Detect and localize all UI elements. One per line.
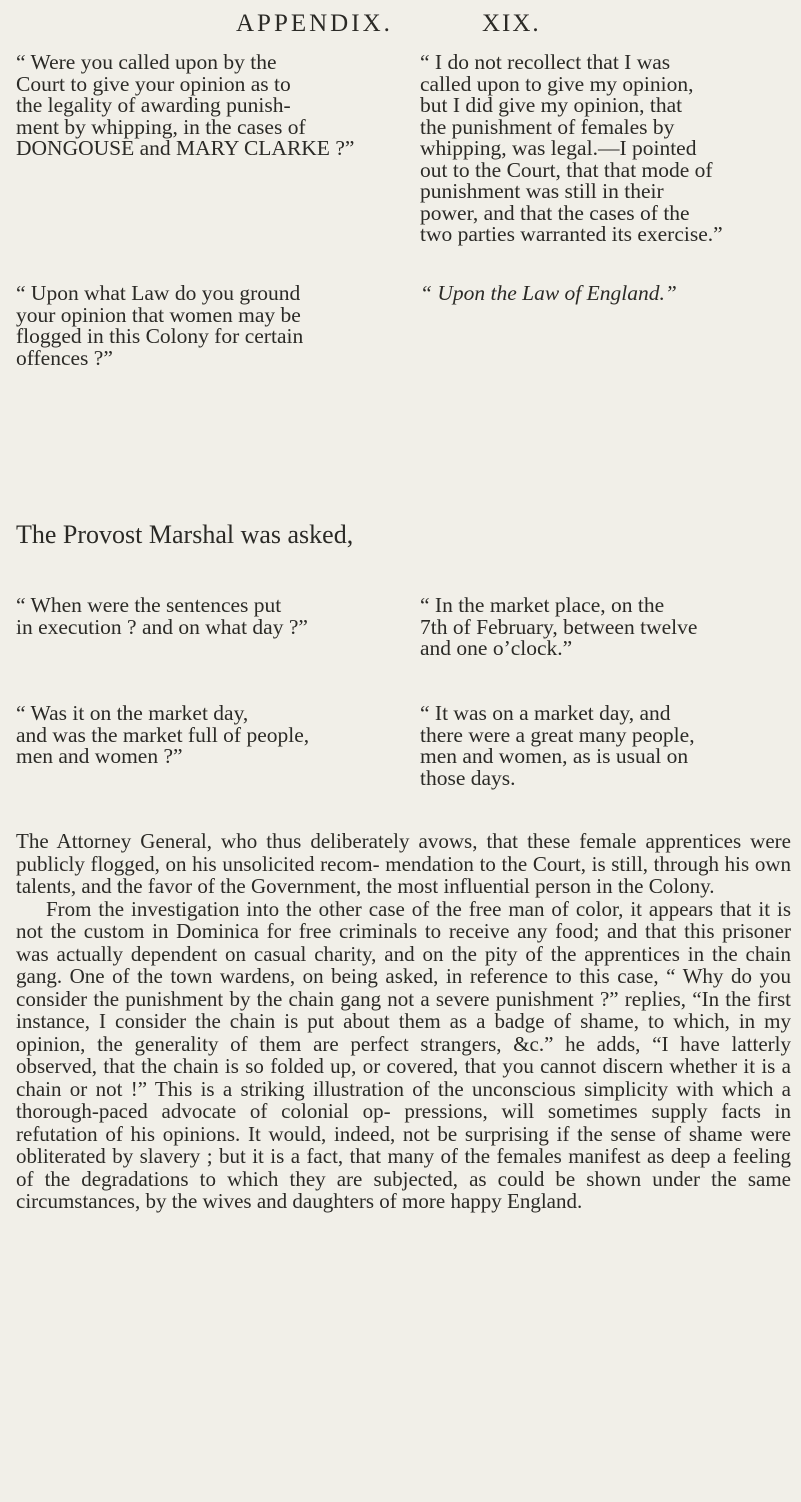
provost-heading: The Provost Marshal was asked, — [16, 520, 354, 549]
question-3: “ When were the sentences put in execution ? and on what day ?” — [16, 593, 308, 639]
question-4: “ Was it on the market day, and was the market full of people, men and women ?” — [16, 701, 310, 768]
body-paragraph-2: From the investigation into the other case of the free man of color, it appears that it is not the custom in Dominica for free criminals to receive any food; and that this prisoner was actually dependent on casual charity, and on the pity of the apprentices in the chain gang. One of the town wardens, on being asked, in reference to this case, “ Why do you consider the punishment by the chain gang not a severe punishment ?” replies, “In the first instance, I consider the chain is put about them as a badge of shame, to which, in my opinion, the generality of them are perfect strangers, &c.” he adds, “I have latterly observed, that the chain is so folded up, or covered, that you cannot discern whether it is a chain or not !” This is a striking illustration of the unconscious simplicity with which a thorough-paced advocate of colonial op- pressions, will sometimes supply facts in refutation of his opinions. It would, indeed, not be surprising if the sense of shame were obliterated by slavery ; but it is a fact, that many of the females manifest as deep a feeling of the degradations to which they are subjected, as could be shown under the same circumstances, by the wives and daughters of more happy England. — [16, 896, 791, 1213]
answer-1: “ I do not recollect that I was called upon to give my opinion, but I did give my opinion, that the punishment of females by whipping, was legal.—I pointed out to the Court, that that mode of punishment was still in their power, and that the cases of the two parties warranted its exercise.” — [420, 50, 723, 246]
page-number: XIX. — [482, 10, 541, 37]
body-paragraph-1: The Attorney General, who thus deliberately avows, that these female apprentices were publicly flogged, on his unsolicited recom- mendation to the Court, is still, through his own talents, and the favor of the Government, the most influential person in the Colony. — [16, 829, 791, 898]
answer-2: “ Upon the Law of England.” — [420, 281, 677, 305]
body-text — [16, 830, 791, 1213]
question-1: “ Were you called upon by the Court to give your opinion as to the legality of awarding punish- ment by whipping, in the cases of DONGOUSE and MARY CLARKE ?” — [16, 50, 355, 160]
question-2: “ Upon what Law do you ground your opinion that women may be flogged in this Colony for certain offences ?” — [16, 281, 304, 370]
answer-4: “ It was on a market day, and there were a great many people, men and women, as is usual on those days. — [420, 701, 695, 790]
answer-3: “ In the market place, on the 7th of February, between twelve and one o’clock.” — [420, 593, 698, 660]
running-header — [0, 10, 801, 50]
page-header-title: APPENDIX. — [236, 10, 393, 37]
